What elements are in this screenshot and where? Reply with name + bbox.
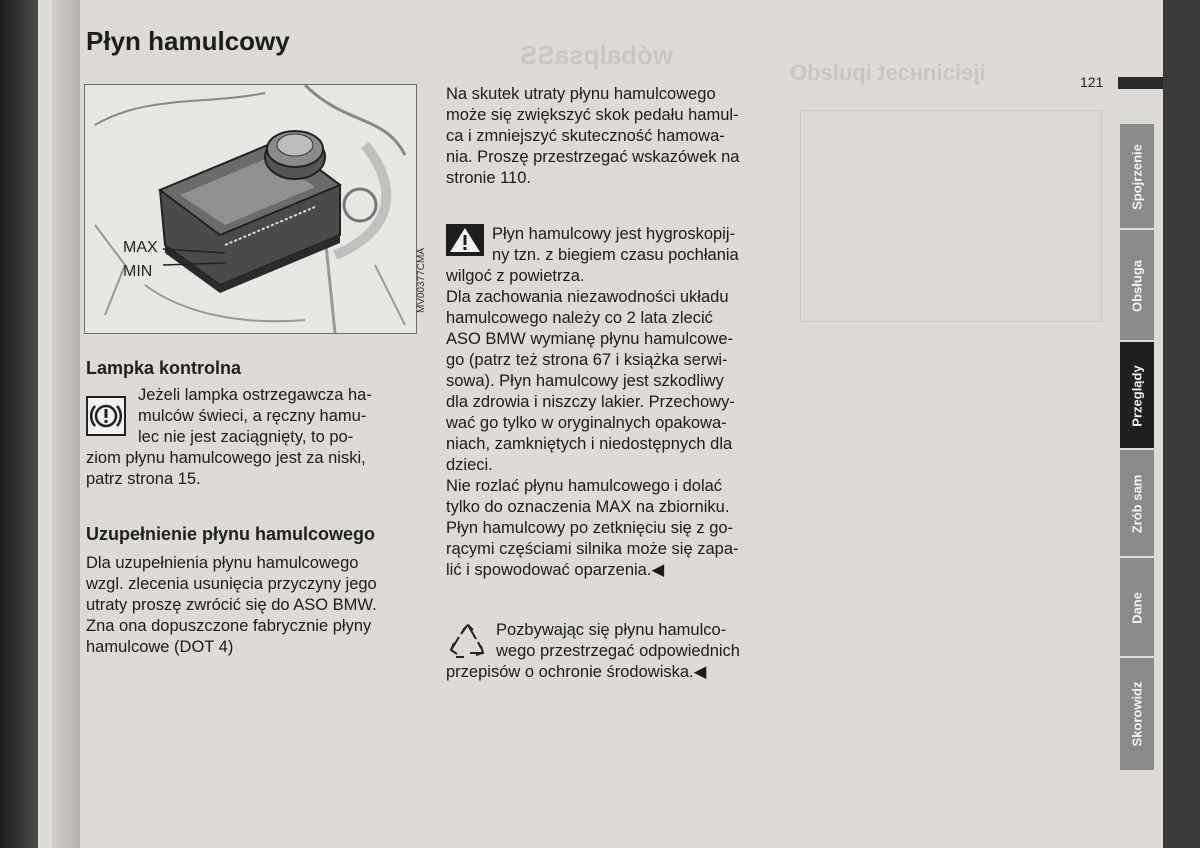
text-line: ASO BMW wymianę płynu hamulcowe- [446, 330, 734, 348]
figure-code: MV00377CMA [416, 248, 427, 314]
text-line: patrz strona 15. [86, 470, 201, 488]
text-line: utraty proszę zwrócić się do ASO BMW. [86, 596, 377, 614]
text-line: lec nie jest zaciągnięty, to po- [138, 428, 354, 446]
text-line: wilgoć z powietrza. [446, 267, 585, 285]
text-line: stronie 110. [446, 169, 531, 187]
text-line: Na skutek utraty płynu hamulcowego [446, 85, 716, 103]
tab-spojrzenie[interactable] [1120, 122, 1154, 230]
page-binding-shadow [52, 0, 80, 848]
chapter-tabs [1120, 122, 1154, 782]
tab-zrob-sam[interactable] [1120, 448, 1154, 558]
tab-skorowidz[interactable] [1120, 656, 1154, 770]
text-line: dla zdrowia i niszczy lakier. Przechowy- [446, 393, 735, 411]
text-line: Płyn hamulcowy po zetknięciu się z go- [446, 519, 734, 537]
text-line: dzieci. [446, 456, 493, 474]
figure-label-min: MIN [123, 263, 153, 280]
text-line: wzgl. zlecenia usunięcia przyczyny jego [86, 575, 377, 593]
text-line: hamulcowego należy co 2 lata zlecić [446, 309, 713, 327]
bleed-through-heading-2: ijeiɔinʜɔɘt ipulƨdO [790, 60, 986, 85]
text-line: lić i spowodować oparzenia.◀ [446, 561, 665, 579]
section-heading-refill: Uzupełnienie płynu hamulcowego [86, 524, 376, 544]
text-line: mulców świeci, a ręczny hamu- [138, 407, 367, 425]
text-line: może się zwiększyć skok pedału hamul- [446, 106, 739, 124]
bleed-through-heading: wóbalpsaSS [520, 40, 674, 70]
page-title: Płyn hamulcowy [86, 26, 290, 56]
text-line: rącymi częściami silnika może się zapa- [446, 540, 739, 558]
tab-dane[interactable] [1120, 556, 1154, 658]
tab-label: Dane [1129, 592, 1145, 624]
text-line: Jeżeli lampka ostrzegawcza ha- [138, 386, 372, 404]
tab-label: Przeglądy [1129, 365, 1145, 427]
text-line: Pozbywając się płynu hamulco- [496, 621, 727, 639]
text-line: ziom płynu hamulcowego jest za niski, [86, 449, 366, 467]
text-line: go (patrz też strona 67 i książka serwi- [446, 351, 728, 369]
refill-text [86, 553, 426, 658]
recycle-text [446, 620, 786, 683]
tab-label: Obsługa [1129, 259, 1145, 313]
page-number: 121 [1080, 74, 1104, 90]
text-line: Płyn hamulcowy jest hygroskopij- [492, 225, 736, 243]
tab-label: Spojrzenie [1129, 144, 1145, 210]
text-line: sowa). Płyn hamulcowy jest szkodliwy [446, 372, 724, 390]
warning-text [446, 224, 786, 581]
text-line: niach, zamkniętych i niedostępnych dla [446, 435, 733, 453]
text-line: Dla uzupełnienia płynu hamulcowego [86, 554, 359, 572]
tab-przeglady[interactable] [1120, 340, 1154, 450]
intro-text [446, 84, 786, 189]
brake-fluid-reservoir-illustration-icon [85, 85, 416, 333]
section-heading-warning-lamp: Lampka kontrolna [86, 358, 242, 378]
text-line: wać go tylko w oryginalnych opakowa- [446, 414, 727, 432]
text-line: Nie rozlać płynu hamulcowego i dolać [446, 477, 723, 495]
page-number-bar [1118, 77, 1163, 89]
tab-label: Skorowidz [1129, 681, 1145, 747]
text-line: przepisów o ochronie środowiska.◀ [446, 663, 707, 681]
text-line: ca i zmniejszyć skuteczność hamowa- [446, 127, 725, 145]
text-line: Dla zachowania niezawodności układu [446, 288, 729, 306]
text-line: hamulcowe (DOT 4) [86, 638, 234, 656]
brake-fluid-reservoir-figure [84, 84, 417, 334]
text-line: nia. Proszę przestrzegać wskazówek na [446, 148, 740, 166]
warning-lamp-text [86, 385, 416, 490]
figure-label-max: MAX [123, 239, 158, 256]
text-line: Zna ona dopuszczone fabrycznie płyny [86, 617, 372, 635]
tab-obsluga[interactable] [1120, 228, 1154, 342]
bleed-through-figure [800, 110, 1102, 322]
tab-label: Zrób sam [1129, 474, 1145, 534]
text-line: tylko do oznaczenia MAX na zbiorniku. [446, 498, 730, 516]
text-line: wego przestrzegać odpowiednich [496, 642, 740, 660]
text-line: ny tzn. z biegiem czasu pochłania [492, 246, 739, 264]
